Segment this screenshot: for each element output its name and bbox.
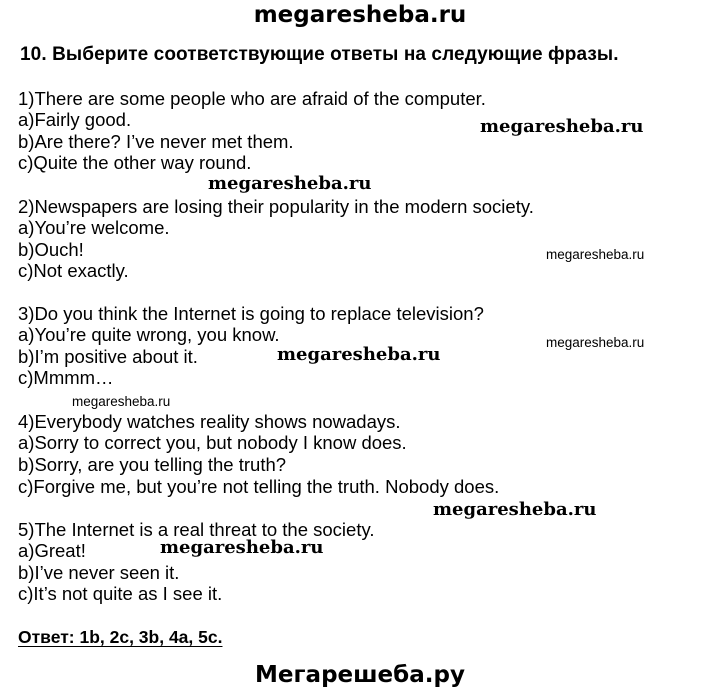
question-3-option-b: b)I’m positive about it. [18, 346, 198, 367]
question-2-option-c: c)Not exactly. [18, 260, 129, 281]
question-4-option-a: a)Sorry to correct you, but nobody I know does. [18, 432, 407, 453]
question-2-prompt: 2)Newspapers are losing their popularity in the modern society. [18, 196, 534, 217]
question-5-option-c: c)It’s not quite as I see it. [18, 583, 223, 604]
question-3-prompt: 3)Do you think the Internet is going to replace television? [18, 303, 484, 324]
watermark: megaresheba.ru [72, 394, 171, 409]
watermark: megaresheba.ru [546, 335, 645, 350]
question-2-option-b: b)Ouch! [18, 239, 84, 260]
question-3-option-c: c)Mmmm… [18, 367, 114, 388]
question-2-option-a: a)You’re welcome. [18, 217, 170, 238]
site-header: megaresheba.ru [253, 2, 467, 28]
question-5-option-b: b)I’ve never seen it. [18, 562, 180, 583]
answer-key: Ответ: 1b, 2c, 3b, 4a, 5c. [18, 627, 223, 647]
question-5-prompt: 5)The Internet is a real threat to the society. [18, 519, 375, 540]
question-1-option-b: b)Are there? I’ve never met them. [18, 131, 294, 152]
question-4-option-b: b)Sorry, are you telling the truth? [18, 454, 287, 475]
task-title: 10. Выберите соответствующие ответы на следующие фразы. [20, 44, 619, 65]
question-3-option-a: a)You’re quite wrong, you know. [18, 324, 280, 345]
question-5-option-a: a)Great! [18, 540, 86, 561]
question-4-prompt: 4)Everybody watches reality shows nowadays. [18, 411, 401, 432]
question-1-prompt: 1)There are some people who are afraid of the computer. [18, 88, 486, 109]
watermark: megaresheba.ru [546, 247, 645, 262]
watermark: megaresheba.ru [433, 499, 597, 520]
watermark: megaresheba.ru [480, 116, 644, 137]
watermark: megaresheba.ru [160, 537, 324, 558]
site-footer: Мегарешеба.ру [255, 662, 465, 688]
watermark: megaresheba.ru [208, 173, 372, 194]
question-1-option-c: c)Quite the other way round. [18, 152, 252, 173]
watermark: megaresheba.ru [277, 344, 441, 365]
question-1-option-a: a)Fairly good. [18, 109, 132, 130]
question-4-option-c: c)Forgive me, but you’re not telling the truth. Nobody does. [18, 476, 500, 497]
